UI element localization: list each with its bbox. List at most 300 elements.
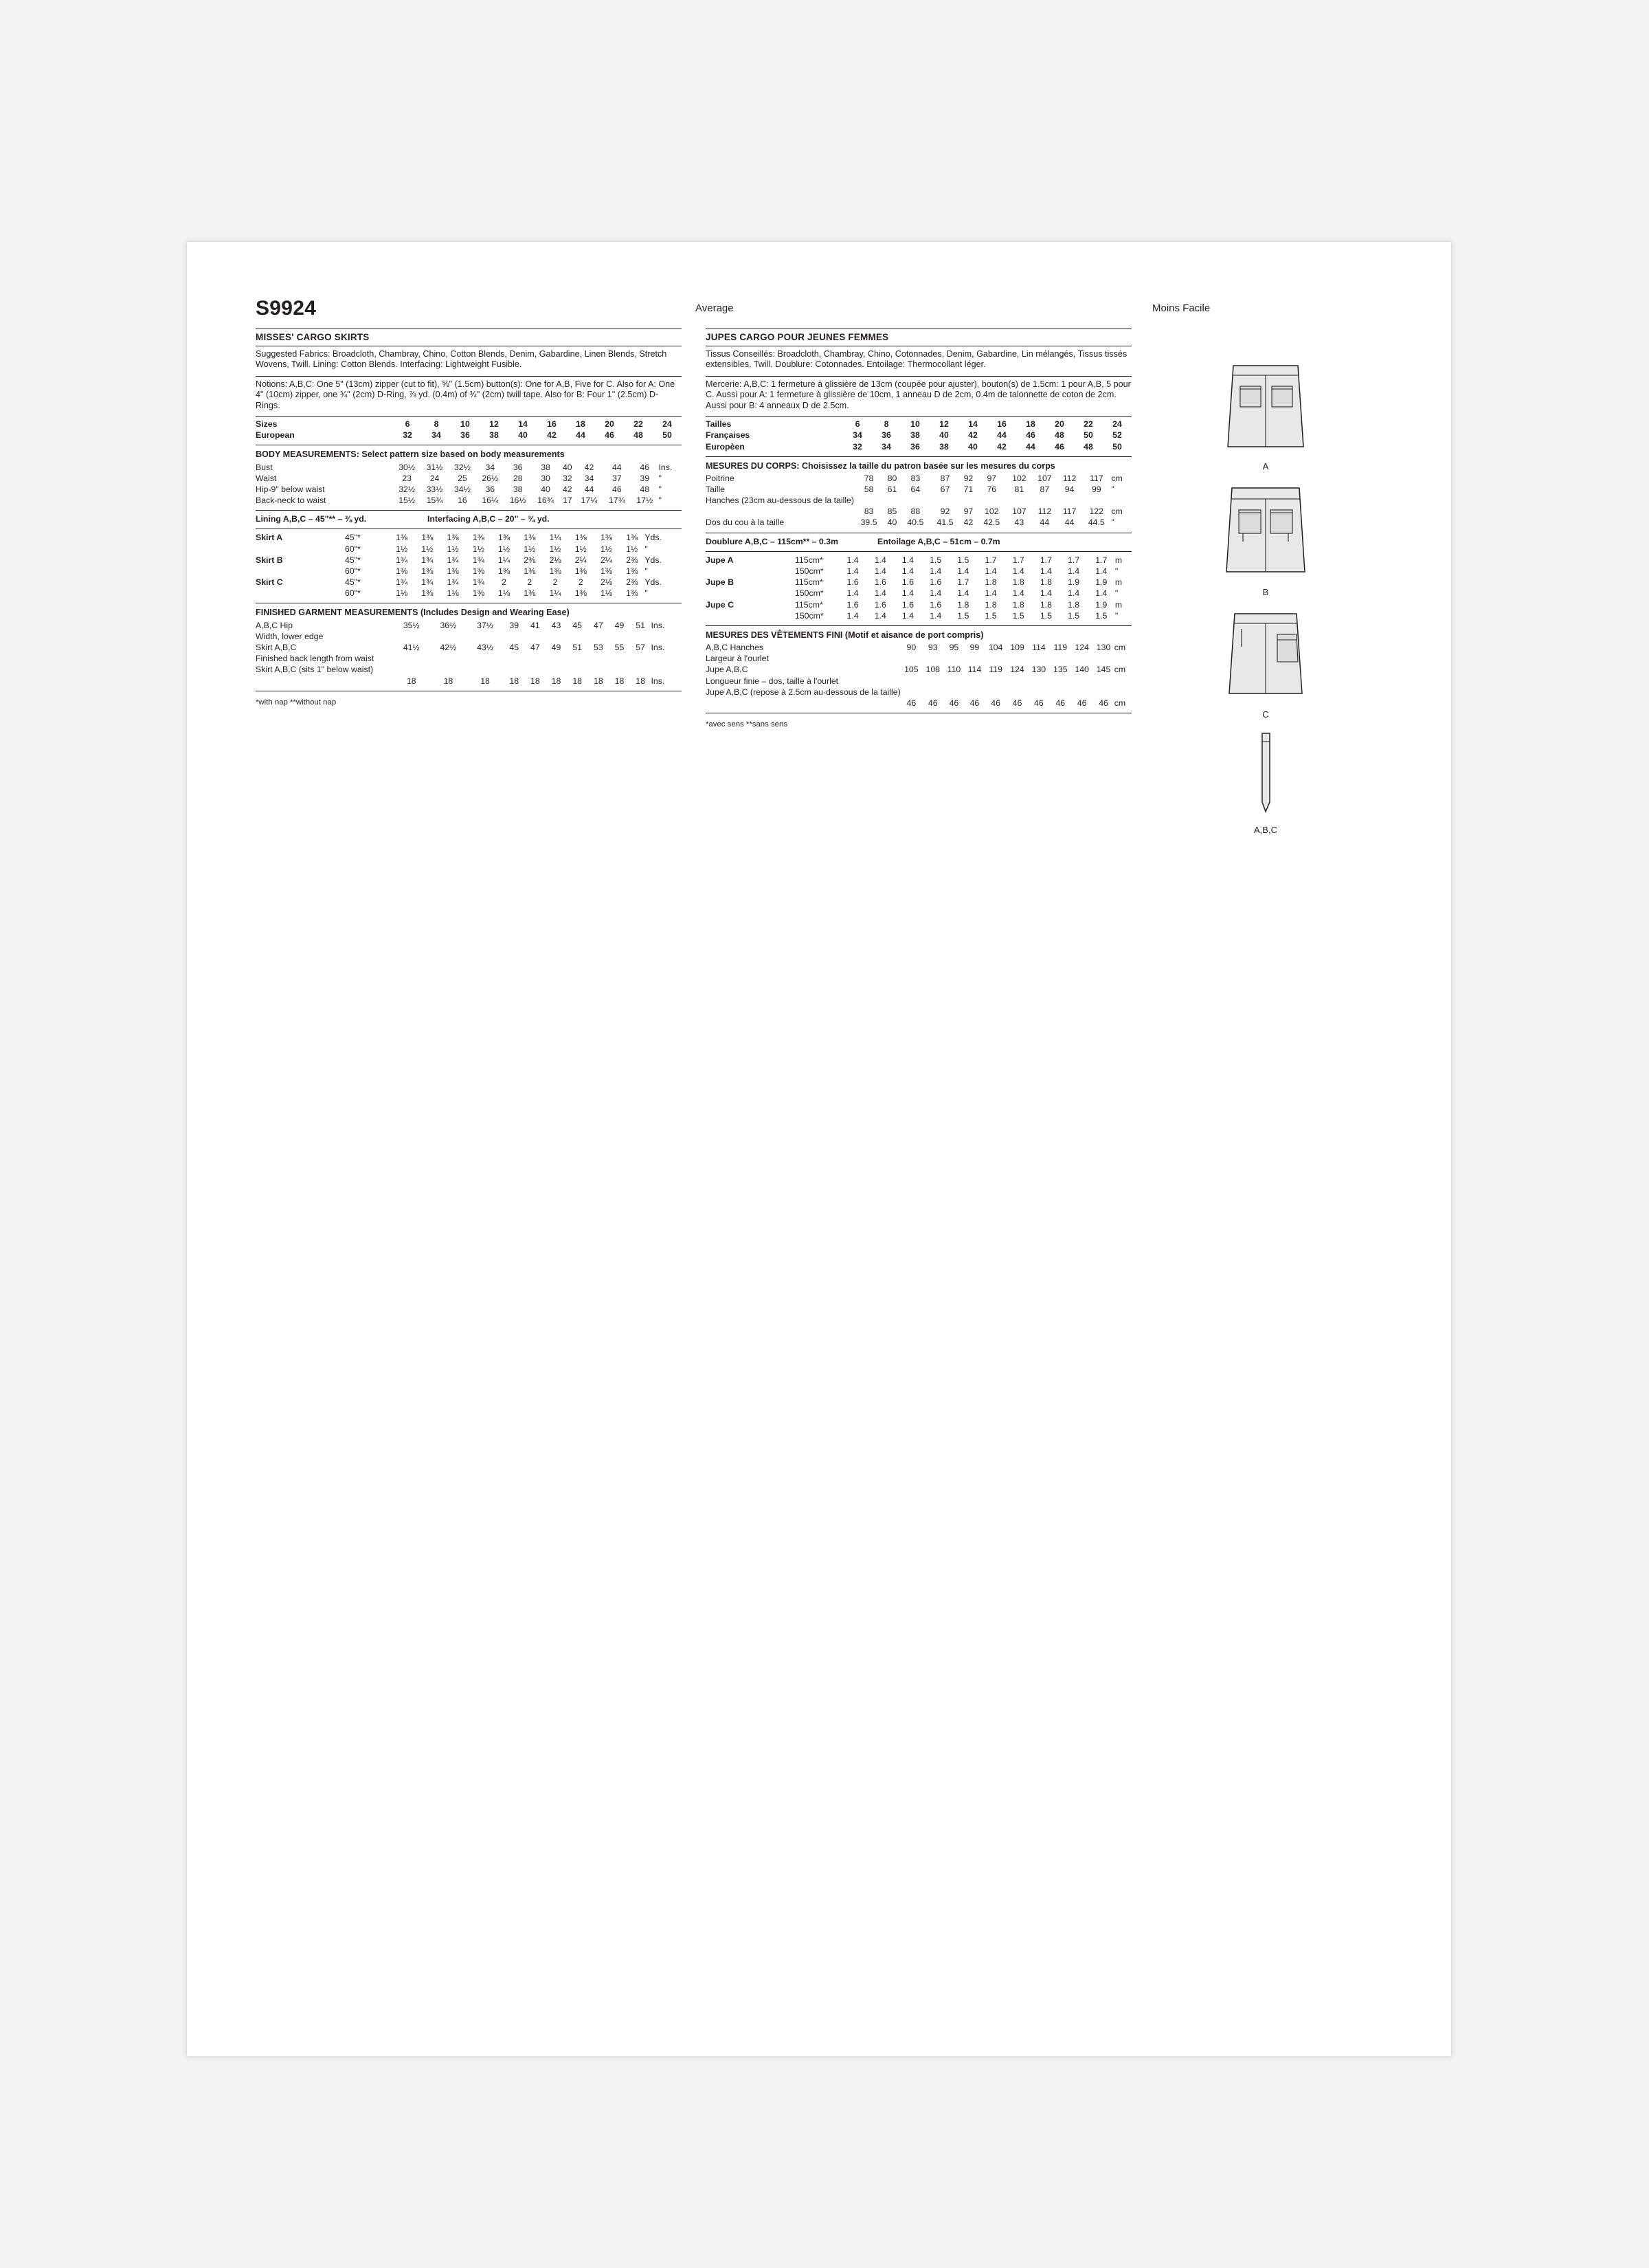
table-cell — [393, 664, 430, 675]
table-cell: 49 — [614, 620, 625, 630]
table-cell: 44 — [1026, 441, 1035, 452]
table-cell: 50 — [1084, 430, 1093, 441]
table-cell: 42 — [968, 430, 978, 441]
table-cell: 1.5 — [985, 610, 997, 621]
table-cell: 1½ — [574, 544, 587, 554]
table-cell: 15½ — [399, 496, 416, 506]
table-row — [256, 566, 682, 577]
table-cell: 92 — [940, 507, 950, 517]
table-cell — [609, 631, 630, 642]
table-cell: 14 — [518, 419, 528, 430]
table-cell — [1032, 495, 1057, 506]
row-label: Jupe B — [706, 577, 734, 588]
row-label: Largeur à l'ourlet — [706, 654, 769, 664]
table-cell: 37 — [612, 473, 622, 483]
table-cell: 1½ — [626, 544, 638, 554]
table-cell: 71 — [963, 484, 974, 494]
table-row — [256, 430, 682, 441]
table-cell: 24 — [1112, 419, 1122, 430]
table-cell: 2⅜ — [626, 555, 638, 565]
table-cell: 24 — [662, 419, 672, 430]
table-cell: 1.5 — [1012, 610, 1024, 621]
table-cell: 24 — [429, 473, 440, 483]
table-cell: 44.5 — [1088, 518, 1105, 528]
table-cell: 22 — [633, 419, 643, 430]
table-cell: 57 — [636, 642, 645, 652]
table-cell — [854, 495, 884, 506]
table-cell: 42 — [997, 441, 1007, 452]
table-cell — [1092, 653, 1114, 664]
table-cell: 1⅜ — [498, 533, 511, 543]
table-cell: 44 — [584, 484, 594, 494]
table-cell: 18 — [576, 419, 585, 430]
table-cell: 1.6 — [846, 577, 859, 588]
table-cell: 38 — [939, 441, 949, 452]
table-cell: 1.4 — [901, 588, 915, 599]
table-row — [706, 599, 1132, 610]
row-unit: " — [1111, 518, 1114, 528]
row-label: Skirt A,B,C (sits 1" below waist) — [256, 665, 374, 675]
table-cell: 46 — [906, 698, 917, 708]
table-cell: 34 — [584, 473, 594, 483]
french-body-heading: MESURES DU CORPS: Choisissez la taille du patron basée sur les mesures du corps — [706, 460, 1055, 471]
table-row — [706, 441, 1132, 452]
row-unit — [651, 631, 682, 642]
table-cell: 22 — [1084, 419, 1093, 430]
table-cell: 18 — [614, 676, 625, 686]
table-cell — [504, 631, 525, 642]
row-label: Longueur finie – dos, taille à l'ourlet — [706, 676, 839, 686]
table-cell: 1.7 — [1012, 555, 1024, 565]
table-cell — [546, 631, 567, 642]
table-row — [256, 532, 682, 543]
table-cell: 1⅜ — [626, 566, 638, 576]
table-cell: 114 — [1032, 642, 1046, 652]
table-cell: 1.4 — [1095, 588, 1108, 599]
table-cell: 30 — [541, 473, 550, 483]
french-lining-heading: Doublure A,B,C – 115cm** – 0.3m — [706, 536, 838, 546]
table-cell: 18 — [480, 676, 490, 686]
table-cell — [1057, 495, 1081, 506]
row-unit — [651, 653, 682, 664]
fabric-width: 150cm* — [795, 566, 824, 576]
table-cell: 17½ — [636, 496, 653, 506]
table-cell — [567, 631, 588, 642]
table-cell — [630, 631, 651, 642]
table-cell: 1.4 — [1068, 566, 1080, 576]
table-cell: 1¾ — [447, 577, 459, 588]
table-cell: 1⅜ — [549, 566, 561, 576]
table-cell: 12 — [939, 419, 949, 430]
table-cell: 64 — [910, 484, 921, 494]
table-cell: 102 — [1012, 473, 1027, 483]
table-cell: 37½ — [477, 620, 494, 630]
english-body-heading: BODY MEASUREMENTS: Select pattern size based on body measurements — [256, 449, 565, 460]
table-cell: 1.6 — [846, 599, 859, 610]
table-cell: 34½ — [453, 484, 471, 494]
table-cell: 124 — [1075, 642, 1089, 652]
table-cell: 1.7 — [1095, 555, 1108, 565]
table-cell: 20 — [605, 419, 614, 430]
table-cell — [630, 664, 651, 675]
row-label: Jupe A,B,C (repose à 2.5cm au-dessous de la taille) — [706, 687, 901, 697]
table-cell: 2 — [552, 577, 558, 588]
english-title: MISSES' CARGO SKIRTS — [256, 332, 370, 342]
pattern-envelope-back — [187, 242, 1451, 2056]
table-cell — [393, 631, 430, 642]
table-cell: 1.6 — [874, 599, 886, 610]
table-cell: 36 — [882, 430, 891, 441]
table-cell: 1.7 — [985, 555, 997, 565]
table-cell: 46 — [1012, 698, 1022, 708]
table-cell: 26½ — [482, 473, 499, 483]
table-cell: 1¼ — [549, 588, 561, 599]
row-label: Poitrine — [706, 473, 734, 483]
row-unit: " — [658, 496, 662, 506]
row-label — [256, 566, 345, 577]
table-cell — [1071, 687, 1092, 698]
table-cell: 1⅜ — [574, 588, 587, 599]
table-cell — [901, 687, 922, 698]
table-cell: 42.5 — [983, 518, 1000, 528]
table-cell: 104 — [988, 642, 1003, 652]
skirt-a-line-drawing — [1200, 356, 1331, 459]
table-row — [256, 675, 682, 686]
table-cell: 99 — [969, 642, 980, 652]
table-cell: 1⅜ — [472, 533, 484, 543]
table-cell: 1½ — [396, 544, 408, 554]
table-cell — [1050, 675, 1071, 686]
table-cell: 32½ — [453, 462, 471, 472]
french-finished-table — [706, 642, 1132, 709]
table-cell: 90 — [906, 642, 917, 652]
table-cell: 1.4 — [901, 566, 915, 576]
table-cell: 124 — [1010, 665, 1024, 675]
table-cell: 46 — [991, 698, 1000, 708]
table-row — [706, 430, 1132, 441]
table-cell — [985, 653, 1006, 664]
table-row — [706, 495, 1132, 506]
table-cell: 97 — [987, 473, 997, 483]
table-cell: 1¾ — [472, 577, 484, 588]
table-cell: 46 — [969, 698, 980, 708]
table-row — [256, 653, 682, 664]
table-cell: 18 — [551, 676, 561, 686]
table-cell: 47 — [593, 620, 603, 630]
english-lining-heading: Lining A,B,C – 45"** – ⅜ yd. — [256, 514, 367, 524]
row-label: Skirt B — [256, 555, 283, 565]
table-cell — [964, 675, 985, 686]
table-cell: 1⅜ — [626, 533, 638, 543]
table-cell: 46 — [612, 484, 622, 494]
table-cell: 1⅜ — [421, 588, 434, 599]
row-unit: " — [658, 473, 662, 483]
table-cell — [1092, 687, 1114, 698]
french-yardage-heading — [706, 536, 1132, 547]
french-size-table — [706, 419, 1132, 452]
table-cell — [546, 664, 567, 675]
table-cell — [943, 687, 964, 698]
figure-view-a — [1152, 356, 1379, 471]
row-label: Europèen — [706, 441, 745, 452]
table-cell: 1.4 — [1040, 566, 1052, 576]
table-cell — [567, 653, 588, 664]
table-cell: 48 — [640, 484, 650, 494]
table-cell: 2 — [578, 577, 583, 588]
table-row — [256, 473, 682, 484]
table-cell: 32½ — [399, 484, 416, 494]
table-cell: 1⅜ — [524, 566, 536, 576]
table-row — [706, 675, 1132, 686]
table-cell — [1071, 653, 1092, 664]
garment-illustrations — [1152, 356, 1379, 842]
table-cell: 1.4 — [957, 566, 969, 576]
row-label: Sizes — [256, 419, 278, 430]
table-cell: 1.4 — [1040, 588, 1052, 599]
french-body-table — [706, 473, 1132, 529]
table-cell: 1⅜ — [498, 566, 511, 576]
table-cell: 1⅛ — [498, 588, 511, 599]
french-column — [706, 329, 1132, 729]
row-unit: Ins. — [658, 462, 673, 472]
table-cell — [985, 687, 1006, 698]
table-cell: 16¼ — [482, 496, 499, 506]
table-cell: 1⅜ — [574, 533, 587, 543]
table-cell: 18 — [443, 676, 453, 686]
table-cell: 81 — [1014, 484, 1024, 494]
table-cell: 18 — [530, 676, 540, 686]
table-cell: 18 — [572, 676, 583, 686]
table-cell: 18 — [636, 676, 645, 686]
table-cell: 42 — [562, 484, 572, 494]
table-cell — [393, 653, 430, 664]
table-cell: 34 — [485, 462, 495, 472]
row-unit — [1111, 495, 1132, 506]
table-row — [706, 577, 1132, 588]
table-cell: 1.4 — [930, 610, 942, 621]
table-cell — [430, 653, 467, 664]
table-cell: 1⅜ — [574, 566, 587, 576]
row-unit: Yds. — [644, 555, 662, 565]
figure-caption-a: A — [1262, 461, 1269, 471]
table-row — [706, 419, 1132, 430]
row-label: Width, lower edge — [256, 631, 324, 641]
table-cell — [901, 495, 930, 506]
table-row — [256, 577, 682, 588]
english-yardage-heading — [256, 513, 682, 524]
table-cell — [943, 675, 964, 686]
figure-view-abc — [1152, 726, 1379, 835]
english-finished-heading: FINISHED GARMENT MEASUREMENTS (Includes Design and Wearing Ease) — [256, 608, 570, 618]
fabric-width: 115cm* — [795, 599, 823, 610]
table-cell: 49 — [551, 642, 561, 652]
header — [256, 297, 1382, 329]
table-cell: 16 — [997, 419, 1007, 430]
table-cell: 48 — [1084, 441, 1093, 452]
french-interfacing-heading: Entoilage A,B,C – 51cm – 0.7m — [877, 536, 1000, 546]
row-unit: cm — [1114, 642, 1126, 652]
row-label: Jupe A,B,C — [706, 665, 748, 675]
table-cell: 41 — [530, 620, 540, 630]
table-cell: 88 — [910, 507, 921, 517]
table-cell: 52 — [1112, 430, 1122, 441]
table-cell: 6 — [405, 419, 410, 430]
table-cell: 122 — [1089, 507, 1104, 517]
table-cell: 58 — [864, 484, 874, 494]
table-cell: 1¾ — [396, 555, 408, 565]
table-cell: 10 — [910, 419, 920, 430]
row-label: Back-neck to waist — [256, 496, 326, 506]
table-cell: 1.4 — [985, 588, 997, 599]
table-cell — [1007, 495, 1032, 506]
skirt-c-line-drawing — [1200, 604, 1331, 707]
table-cell: 43 — [551, 620, 561, 630]
table-cell — [964, 653, 985, 664]
table-cell: 130 — [1096, 642, 1111, 652]
table-cell: 2⅜ — [626, 577, 638, 588]
table-cell: 40 — [541, 484, 550, 494]
table-cell — [1028, 687, 1049, 698]
table-cell: 108 — [926, 665, 941, 675]
table-cell: 1⅜ — [626, 588, 638, 599]
table-cell: 45 — [509, 642, 519, 652]
table-cell — [943, 653, 964, 664]
pattern-number: S9924 — [256, 297, 317, 320]
table-cell — [430, 664, 467, 675]
english-footnote: *with nap **without nap — [256, 698, 337, 707]
table-cell: 92 — [963, 473, 974, 483]
table-row — [706, 698, 1132, 709]
table-cell: 41½ — [403, 642, 420, 652]
table-cell: 32 — [853, 441, 862, 452]
table-cell: 76 — [987, 484, 997, 494]
row-label — [256, 675, 393, 686]
table-cell: 1.4 — [874, 566, 886, 576]
table-cell: 1.4 — [1095, 566, 1108, 576]
table-cell: 1⅜ — [421, 533, 434, 543]
table-cell: 1.6 — [930, 599, 942, 610]
row-label: Finished back length from waist — [256, 654, 374, 664]
table-cell: 8 — [884, 419, 889, 430]
row-label: Dos du cou à la taille — [706, 518, 785, 528]
skirt-b-line-drawing — [1200, 478, 1331, 585]
row-label: Tailles — [706, 419, 732, 430]
table-cell: 1.4 — [846, 588, 859, 599]
table-cell: 16 — [458, 496, 467, 506]
row-label — [706, 588, 795, 599]
table-cell — [901, 675, 922, 686]
table-cell: 2⅜ — [524, 555, 536, 565]
table-cell: 6 — [855, 419, 860, 430]
table-cell: 43½ — [477, 642, 494, 652]
row-unit: " — [658, 484, 662, 494]
french-title: JUPES CARGO POUR JEUNES FEMMES — [706, 332, 889, 342]
table-cell: 1½ — [447, 544, 459, 554]
table-cell: 1.8 — [1040, 599, 1052, 610]
row-label — [706, 698, 901, 709]
table-cell: 1⅜ — [600, 566, 613, 576]
table-row — [706, 473, 1132, 484]
table-cell: 50 — [662, 430, 672, 441]
table-cell — [930, 495, 960, 506]
table-cell: 14 — [968, 419, 978, 430]
table-cell: 30½ — [399, 462, 416, 472]
table-row — [706, 506, 1132, 517]
table-cell: 17¾ — [608, 496, 625, 506]
row-label: Françaises — [706, 430, 750, 441]
table-cell: 1.6 — [901, 577, 915, 588]
row-label: Taille — [706, 484, 726, 494]
table-cell: 119 — [1053, 642, 1068, 652]
table-cell: 1.9 — [1068, 577, 1080, 588]
table-cell: 1¾ — [421, 555, 434, 565]
table-cell — [467, 653, 504, 664]
table-cell: 67 — [940, 484, 950, 494]
table-cell: 1.7 — [1068, 555, 1080, 565]
table-cell: 1⅛ — [600, 588, 613, 599]
table-cell: 46 — [1055, 698, 1066, 708]
row-label — [706, 566, 795, 577]
table-cell: 1¾ — [421, 577, 434, 588]
table-cell: 105 — [904, 665, 919, 675]
table-cell: 1½ — [421, 544, 434, 554]
table-cell: 2 — [527, 577, 532, 588]
french-finished-heading: MESURES DES VÊTEMENTS FINI (Motif et aisance de port compris) — [706, 630, 984, 640]
fabric-width: 60"* — [345, 566, 361, 576]
figure-caption-b: B — [1262, 587, 1269, 597]
english-interfacing-heading: Interfacing A,B,C – 20" – ¾ yd. — [427, 514, 550, 524]
figure-caption-c: C — [1262, 709, 1269, 720]
table-cell: 40 — [562, 462, 572, 472]
french-yardage-table — [706, 555, 1132, 621]
table-cell: 1.5 — [957, 610, 969, 621]
table-cell: 2⅛ — [600, 577, 613, 588]
table-cell: 117 — [1089, 473, 1103, 483]
table-cell: 107 — [1012, 507, 1027, 517]
table-cell: 1⅜ — [447, 566, 459, 576]
table-cell: 140 — [1075, 665, 1089, 675]
table-cell: 31½ — [426, 462, 443, 472]
row-unit — [1114, 653, 1132, 664]
table-cell: 1.7 — [1040, 555, 1052, 565]
row-unit — [1114, 687, 1132, 698]
table-row — [256, 619, 682, 630]
table-cell: 1.4 — [1012, 588, 1024, 599]
table-row — [256, 495, 682, 506]
table-row — [706, 653, 1132, 664]
table-cell: 1.4 — [1068, 588, 1080, 599]
fabric-width: 150cm* — [795, 610, 824, 621]
row-label: Skirt A — [256, 533, 283, 543]
table-cell: 1.4 — [846, 610, 859, 621]
belt-line-drawing — [1200, 726, 1331, 823]
fabric-width: 45"* — [345, 533, 361, 543]
table-cell: 39 — [640, 473, 650, 483]
table-cell — [960, 495, 977, 506]
table-cell: 110 — [947, 665, 961, 675]
table-cell: 51 — [572, 642, 583, 652]
table-cell: 32 — [403, 430, 412, 441]
table-cell: 1⅛ — [396, 588, 408, 599]
table-row — [256, 484, 682, 495]
table-cell: 42½ — [440, 642, 457, 652]
table-cell: 1.8 — [985, 577, 997, 588]
table-cell: 1½ — [600, 544, 613, 554]
table-cell: 1⅛ — [447, 588, 459, 599]
table-cell: 41.5 — [936, 518, 954, 528]
row-label: A,B,C Hanches — [706, 642, 764, 652]
fabric-width: 115cm* — [795, 577, 823, 588]
